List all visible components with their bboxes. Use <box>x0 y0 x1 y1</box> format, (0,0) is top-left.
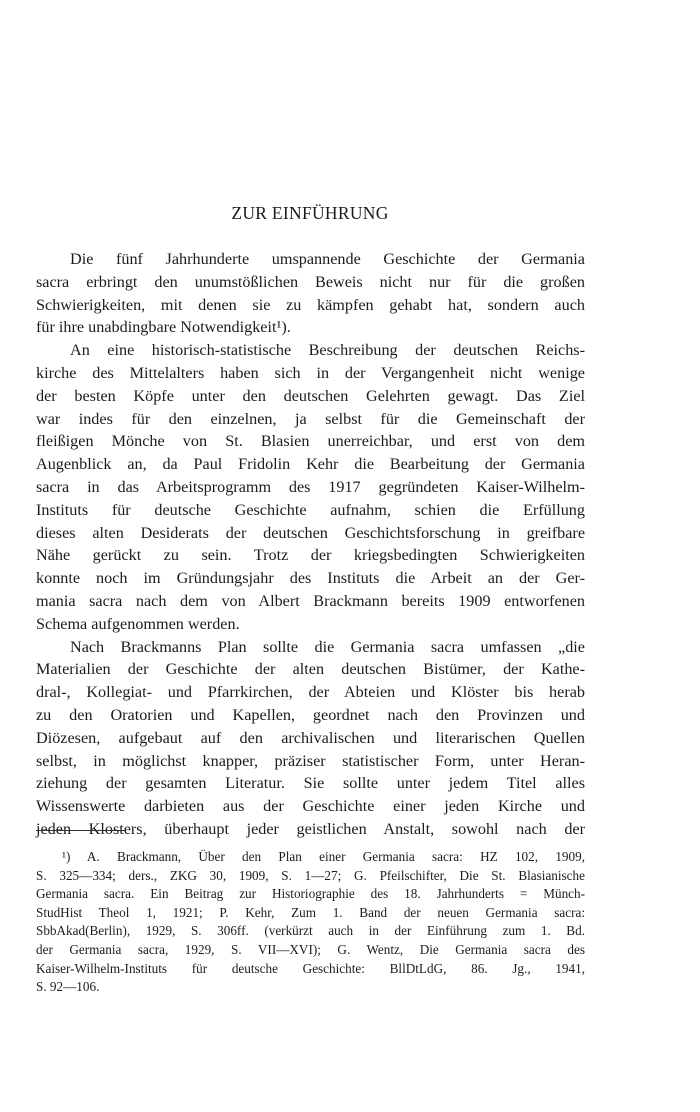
text-line: dieses alten Desiderats der deutschen Geschichtsforschung in greifbare <box>36 523 585 542</box>
footnote-line: der Germania sacra, 1929, S. VII—XVI); G. Wentz, Die Germania sacra des <box>36 941 585 957</box>
text-line: mania sacra nach dem von Albert Brackmann bereits 1909 entworfenen <box>36 591 585 610</box>
footnote-divider <box>36 830 126 831</box>
text-line: war indes für den einzelnen, ja selbst für die Gemeinschaft der <box>36 409 585 428</box>
text-line: ziehung der gesamten Literatur. Sie sollte unter jedem Titel alles <box>36 774 585 793</box>
text-line: Nähe gerückt zu sein. Trotz der kriegsbedingten Schwierigkeiten <box>36 546 585 565</box>
text-line: An eine historisch-statistische Beschreibung der deutschen Reichs- <box>70 341 585 360</box>
text-line: kirche des Mittelalters haben sich in der Vergangenheit nicht wenige <box>36 363 585 382</box>
page-title: ZUR EINFÜHRUNG <box>231 203 389 223</box>
text-line: konnte noch im Gründungsjahr des Instituts die Arbeit an der Ger- <box>36 569 585 588</box>
paragraph-1 <box>36 248 585 339</box>
text-line: Nach Brackmanns Plan sollte die Germania sacra umfassen „die <box>70 637 585 656</box>
text-line: sacra erbringt den unumstößlichen Beweis nicht nur für die großen <box>36 272 585 291</box>
text-line: jeden Klosters, überhaupt jeder geistlichen Anstalt, sowohl nach der <box>36 819 585 838</box>
body-text <box>36 248 585 841</box>
text-line: Die fünf Jahrhunderte umspannende Geschichte der Germania <box>70 250 585 268</box>
text-line: fleißigen Mönche von St. Blasien unerreichbar, und erst von dem <box>36 432 585 451</box>
text-line: sacra in das Arbeitsprogramm des 1917 gegründeten Kaiser-Wilhelm- <box>36 477 585 496</box>
paragraph-2 <box>36 339 585 635</box>
text-line: Instituts für deutsche Geschichte aufnahm, schien die Erfüllung <box>36 500 585 519</box>
footnote-line: StudHist Theol 1, 1921; P. Kehr, Zum 1. Band der neuen Germania sacra: <box>36 904 585 920</box>
text-line: selbst, in möglichst knapper, präziser statistischer Form, unter Heran- <box>36 751 585 770</box>
text-line: zu den Oratorien und Kapellen, geordnet nach den Provinzen und <box>36 705 585 724</box>
paragraph-3 <box>36 636 585 841</box>
footnote-line: S. 325—334; ders., ZKG 30, 1909, S. 1—27; G. Pfeilschifter, Die St. Blasianische <box>36 867 585 883</box>
footnote-line: Kaiser-Wilhelm-Instituts für deutsche Geschichte: BllDtLdG, 86. Jg., 1941, <box>36 960 585 976</box>
footnote-line: S. 92—106. <box>36 979 100 995</box>
text-line: dral-, Kollegiat- und Pfarrkirchen, der Abteien und Klöster bis herab <box>36 683 585 702</box>
text-line: Schwierigkeiten, mit denen sie zu kämpfen gehabt hat, sondern auch <box>36 295 585 314</box>
text-line: Diözesen, aufgebaut auf den archivalischen und literarischen Quellen <box>36 728 585 747</box>
text-line: Materialien der Geschichte der alten deutschen Bistümer, der Kathe- <box>36 660 585 679</box>
text-line: für ihre unabdingbare Notwendigkeit¹). <box>36 318 291 337</box>
footnote-line: SbbAkad(Berlin), 1929, S. 306ff. (verkürzt auch in der Einführung zum 1. Bd. <box>36 923 585 939</box>
text-line: Schema aufgenommen werden. <box>36 614 240 633</box>
text-line: Wissenswerte darbieten aus der Geschichte einer jeden Kirche und <box>36 797 585 816</box>
footnote-line: ¹) A. Brackmann, Über den Plan einer Germania sacra: HZ 102, 1909, <box>62 849 585 864</box>
text-line: der besten Köpfe unter den deutschen Gelehrten gewagt. Das Ziel <box>36 386 585 405</box>
text-line: Augenblick an, da Paul Fridolin Kehr die Bearbeitung der Germania <box>36 455 585 474</box>
footnote <box>36 848 585 997</box>
footnote-line: Germania sacra. Ein Beitrag zur Historiographie des 18. Jahrhunderts = Münch- <box>36 886 585 902</box>
